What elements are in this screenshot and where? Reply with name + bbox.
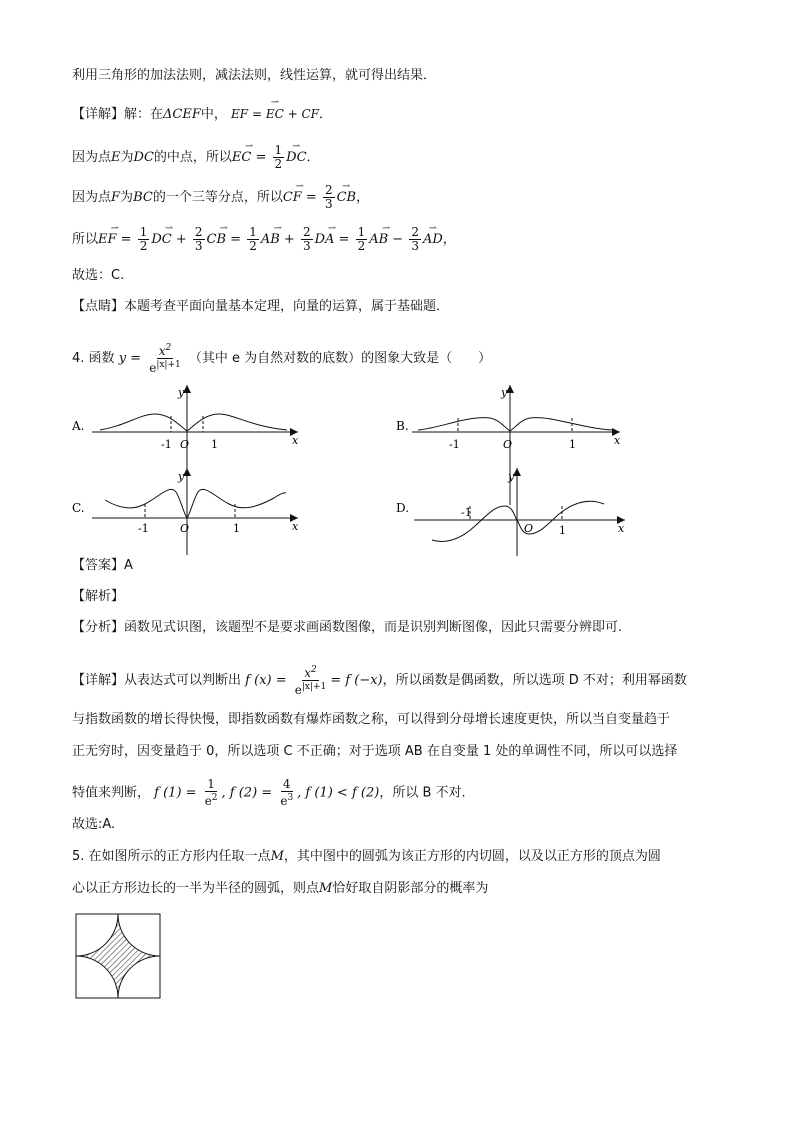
text: 中， [200, 107, 227, 122]
text: 所以 [72, 232, 99, 247]
q4-fraction [147, 342, 183, 375]
denominator: 2 [274, 157, 283, 171]
text: ， [356, 190, 370, 205]
label-y: y [178, 386, 185, 399]
fx: f (x) = [245, 673, 287, 688]
text: ． [318, 107, 332, 122]
text: 函数 [88, 351, 115, 366]
text: 在如图所示的正方形内任取一点 [88, 849, 271, 864]
option-label: A. [72, 419, 85, 433]
option-c[interactable] [72, 468, 299, 555]
label-x: x [292, 434, 299, 447]
numerator: 2 [302, 225, 311, 239]
exponent: |x|+1 [156, 360, 181, 370]
text: ， [442, 232, 456, 247]
vector-term: ⇀ DC + [151, 230, 186, 250]
comment-text: 本题考查平面向量基本定理，向量的运算，属于基础题． [124, 299, 450, 314]
label-origin: O [180, 438, 190, 451]
denominator [278, 792, 295, 808]
label-origin: O [503, 438, 513, 451]
q5-line-2 [72, 879, 488, 899]
choice-q3: 故选：C. [72, 268, 125, 283]
fenxi-line [72, 618, 622, 638]
numerator [302, 664, 319, 681]
vector-equation: ⇀ EF = EC + CF [231, 104, 319, 124]
numerator: 2 [194, 225, 203, 239]
fraction [203, 778, 220, 808]
vector-term: ⇀ CB = [207, 230, 242, 250]
option-label: B. [396, 419, 409, 433]
fraction [193, 226, 205, 253]
numerator: 1 [139, 225, 148, 239]
answer-line [72, 556, 133, 576]
xiangjie-line-1 [72, 664, 687, 697]
text: 的中点，所以 [153, 150, 232, 165]
q4-graphs [0, 380, 794, 560]
exponent: 2 [211, 793, 218, 803]
analysis-tag: 【解析】 [72, 589, 125, 604]
vector-ef: ⇀ EF = [98, 230, 132, 250]
text: 的一个三等分点，所以 [152, 190, 283, 205]
label-x: x [292, 520, 299, 533]
numerator: 1 [357, 225, 366, 239]
label-pos: 1 [233, 522, 240, 535]
segment-bc: BC [133, 190, 153, 205]
denominator: 3 [302, 239, 311, 253]
fraction [356, 226, 368, 253]
fraction [138, 226, 150, 253]
text: 为 [120, 190, 134, 205]
label-neg: -1 [138, 522, 149, 535]
numerator: 1 [207, 777, 215, 791]
comment-line [72, 297, 449, 317]
vector-cb: ⇀ CB [337, 188, 357, 208]
f2: , f (2) = [221, 785, 273, 801]
xiangjie-tag: 【详解】 [72, 673, 125, 688]
fenxi-tag: 【分析】 [72, 620, 125, 635]
fraction-two-thirds [323, 184, 335, 211]
y-equals: y = [118, 351, 142, 366]
compare: , f (1) < f (2) [297, 785, 380, 801]
label-x: x [618, 522, 625, 535]
fraction [293, 664, 329, 697]
triangle-cef: ΔCEF [163, 107, 201, 122]
f-neg-x: = f (−x) [330, 673, 383, 688]
vector-term: ⇀ AD [423, 230, 443, 250]
fraction [301, 226, 313, 253]
e: e [294, 683, 302, 697]
text: ，所以函数是偶函数，所以选项 D 不对；利用幂函数 [382, 673, 687, 688]
text: 因为点 [72, 150, 112, 165]
numerator: 4 [282, 777, 291, 791]
label-origin: O [524, 522, 534, 535]
curve [105, 489, 286, 518]
denominator: 2 [139, 239, 148, 253]
text: ． [306, 150, 320, 165]
q4-stem [72, 342, 491, 375]
vector-term: ⇀ DA = [315, 230, 350, 250]
text: 因为点 [72, 190, 112, 205]
text: 解：在 [124, 107, 164, 122]
curve [432, 501, 604, 541]
numerator [157, 342, 174, 359]
point-f: F [111, 190, 121, 205]
label-y: y [178, 470, 185, 483]
option-d[interactable] [396, 468, 625, 556]
denominator: 3 [194, 239, 203, 253]
comment-tag: 【点睛】 [72, 299, 125, 314]
x: x [158, 344, 166, 358]
vector-dc: ⇀ DC [286, 148, 306, 168]
fraction [409, 226, 421, 253]
denominator: 3 [324, 197, 333, 211]
xiangjie-line-2: 与指数函数的增长得快慢，即指数函数有爆炸函数之称，可以得到分母增长速度更快，所以当自变量趋于 [72, 712, 671, 727]
curve [100, 414, 287, 431]
f1: f (1) = [154, 785, 197, 801]
segment-dc: DC [133, 150, 154, 165]
text: 为 [120, 150, 134, 165]
exponent: |x|+1 [301, 682, 327, 692]
point-e: E [111, 150, 121, 165]
point-m: M [270, 849, 284, 864]
label-neg: -1 [461, 506, 472, 519]
detail-line-2 [72, 144, 320, 171]
exponent: 2 [165, 343, 172, 353]
numerator: 2 [324, 183, 333, 197]
label-y: y [508, 470, 515, 483]
text: （其中 e 为自然对数的底数）的图象大致是（ ） [188, 351, 492, 366]
exponent: 3 [287, 793, 294, 803]
text: 恰好取自阴影部分的概率为 [332, 881, 489, 896]
numerator: 1 [249, 225, 257, 239]
text: 特值来判断， [72, 785, 151, 801]
fraction [247, 226, 259, 253]
intro-text: 利用三角形的加法法则，减法法则，线性运算，就可得出结果． [72, 68, 437, 83]
q5-line-1 [72, 847, 661, 867]
denominator [203, 792, 220, 808]
detail-line-4 [72, 226, 456, 253]
question-number: 5. [72, 849, 85, 864]
e: e [280, 794, 288, 808]
answer-tag: 【答案】 [72, 558, 125, 573]
point-m: M [319, 881, 333, 896]
option-b[interactable] [396, 385, 621, 505]
detail-line-1 [72, 104, 332, 125]
e: e [149, 361, 157, 375]
denominator: 3 [411, 239, 419, 253]
text: 从表达式可以判断出 [124, 673, 242, 688]
e: e [204, 794, 212, 808]
label-neg: -1 [161, 438, 172, 451]
q5-figure [74, 912, 164, 1002]
vector-cf: ⇀ CF = [283, 188, 317, 208]
xiangjie-line-3: 正无穷时，因变量趋于 0，所以选项 C 不正确；对于选项 AB 在自变量 1 处的单调性不同，所以可以选择 [72, 744, 678, 759]
answer-value: A [124, 558, 133, 573]
x: x [304, 666, 312, 680]
option-label: D. [396, 501, 410, 515]
label-pos: 1 [211, 438, 218, 451]
vector-ec: ⇀ EC = [232, 148, 266, 168]
text: ，其中图中的圆弧为该正方形的内切圆，以及以正方形的顶点为圆 [283, 849, 661, 864]
denominator [293, 681, 329, 697]
denominator [147, 359, 183, 375]
label-origin: O [180, 522, 190, 535]
label-x: x [614, 434, 621, 447]
denominator: 2 [357, 239, 366, 253]
detail-line-3 [72, 184, 369, 211]
label-neg: -1 [449, 438, 460, 451]
denominator: 2 [249, 239, 257, 253]
numerator: 1 [274, 143, 283, 157]
text: 心以正方形边长的一半为半径的圆弧，则点 [72, 881, 320, 896]
fraction-half [273, 144, 285, 171]
vector-term: ⇀ AB + [261, 230, 295, 250]
vector-term: ⇀ AB − [369, 230, 403, 250]
choice-q4: 故选:A. [72, 817, 116, 832]
detail-tag: 【详解】 [72, 107, 125, 122]
text: ，所以 B 不对. [379, 785, 466, 801]
option-label: C. [72, 501, 85, 515]
option-a[interactable] [71, 385, 299, 505]
label-pos: 1 [559, 524, 566, 537]
fraction [278, 778, 295, 808]
numerator: 2 [411, 225, 419, 239]
exponent: 2 [311, 665, 317, 675]
curve [418, 418, 612, 431]
xiangjie-line-4 [72, 778, 466, 808]
label-y: y [501, 386, 508, 399]
label-pos: 1 [569, 438, 576, 451]
question-number: 4. [72, 351, 85, 366]
fenxi-text: 函数见式识图，该题型不是要求画函数图像，而是识别判断图像，因此只需要分辨即可. [124, 620, 623, 635]
